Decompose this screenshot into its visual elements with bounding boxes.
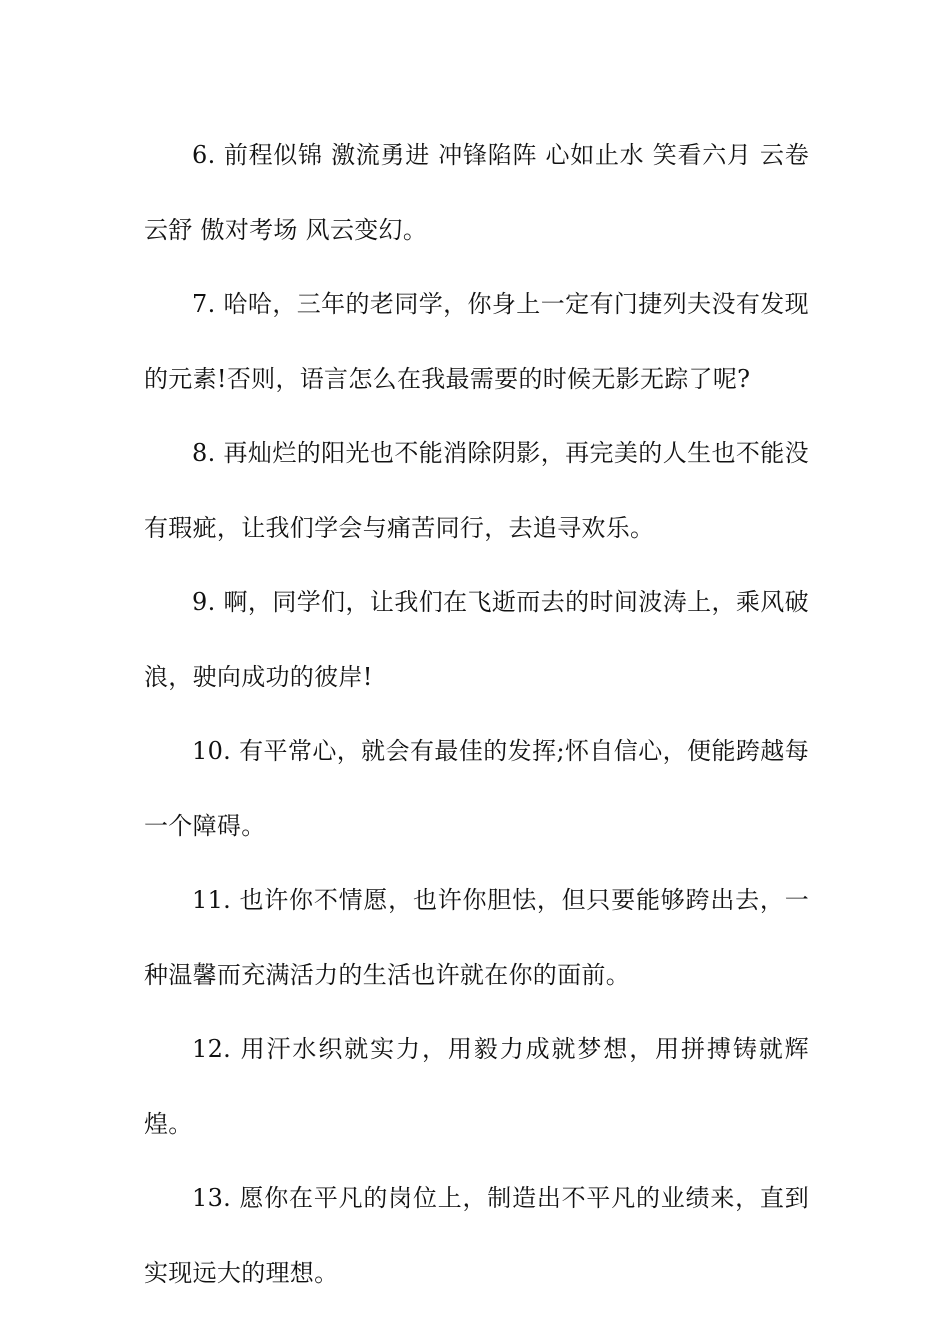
paragraph-12: 12. 用汗水织就实力，用毅力成就梦想，用拼搏铸就辉煌。 xyxy=(144,1035,809,1138)
paragraph-8: 8. 再灿烂的阳光也不能消除阴影，再完美的人生也不能没有瑕疵，让我们学会与痛苦同行，去追寻欢乐。 xyxy=(144,439,809,542)
document-body xyxy=(144,118,809,1310)
paragraph-6: 6. 前程似锦 激流勇进 冲锋陷阵 心如止水 笑看六月 云卷云舒 傲对考场 风云变幻。 xyxy=(144,141,809,244)
paragraph-10: 10. 有平常心，就会有最佳的发挥;怀自信心，便能跨越每一个障碍。 xyxy=(144,737,809,840)
paragraph-9: 9. 啊，同学们，让我们在飞逝而去的时间波涛上，乘风破浪，驶向成功的彼岸! xyxy=(144,588,809,691)
paragraph-13: 13. 愿你在平凡的岗位上，制造出不平凡的业绩来，直到实现远大的理想。 xyxy=(144,1184,809,1287)
paragraph-11: 11. 也许你不情愿，也许你胆怯，但只要能够跨出去，一种温馨而充满活力的生活也许就在你的面前。 xyxy=(144,886,809,989)
paragraph-7: 7. 哈哈，三年的老同学，你身上一定有门捷列夫没有发现的元素!否则，语言怎么在我最需要的时候无影无踪了呢? xyxy=(144,290,809,393)
